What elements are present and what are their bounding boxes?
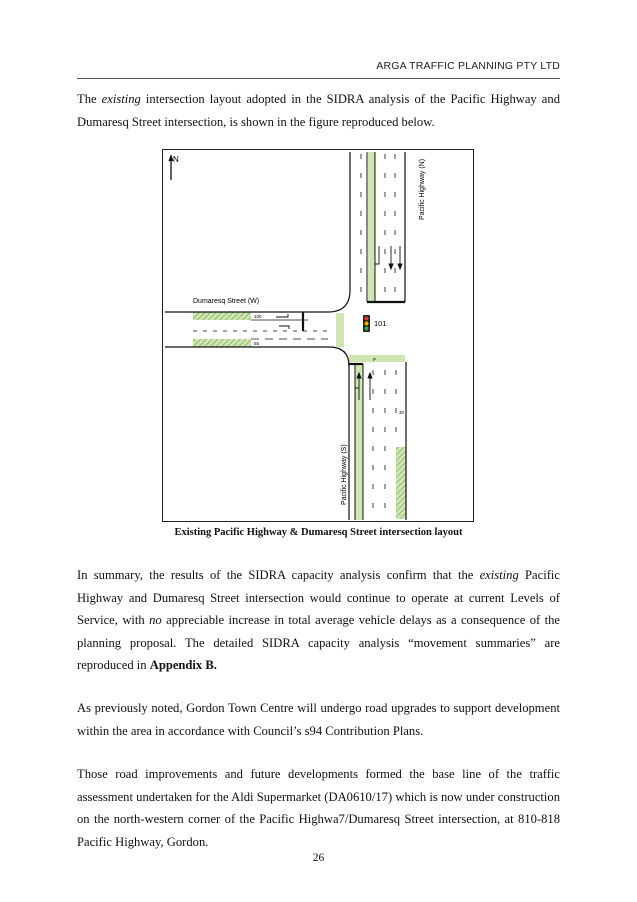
page-header [77,60,560,79]
south-crossing [349,355,405,362]
west-lane-arrows [276,314,289,329]
road-upgrades-paragraph: As previously noted, Gordon Town Centre will undergo road upgrades to support development within the area in accordance with Council’s s94 Contribution Plans. [77,701,560,738]
lane-55-label: 55 [254,341,260,346]
north-label: N [173,155,179,164]
intro-paragraph: The existing intersection layout adopted in the SIDRA analysis of the Pacific Highway and Dumaresq Street intersection, is shown in the figure reproduced below. [77,92,560,129]
appendix-b-reference: Appendix B. [149,658,217,672]
figure-caption: Existing Pacific Highway & Dumaresq Street intersection layout [174,527,463,538]
page-number: 26 [312,852,325,864]
west-hatched-median-bottom [193,339,251,347]
west-hatched-median-top [193,312,251,320]
north-median [368,152,375,302]
pacific-highway-south-label: Pacific Highway (S) [341,444,348,505]
aldi-paragraph: Those road improvements and future developments formed the base line of the traffic assessment undertaken for the Aldi Supermarket (DA0610/17) which is now under construction on the north-western corner of the Pacific Highwa7/Dumaresq Street intersection, at 810-818 Pacific Highway, Gordon. [77,767,560,849]
traffic-signal-icon [363,315,370,332]
intersection-figure [162,149,474,522]
lane-30-label: 30 [399,410,405,415]
summary-paragraph: In summary, the results of the SIDRA capacity analysis confirm that the existing Pacific Highway and Dumaresq Street intersection would continue to operate at current Levels of Service, with no appreciable increase in total average vehicle delays as a consequence of the planning proposal. The detailed SIDRA capacity analysis “movement summaries” are reproduced in Appendix B. [77,568,560,672]
west-crossing [336,313,344,347]
lane-p-label: P [373,357,377,362]
signal-id-label: 101 [374,319,387,328]
existing-emphasis-2: existing [479,568,519,582]
no-emphasis: no [149,613,162,627]
dumaresq-street-label: Dumaresq Street (W) [193,298,260,305]
north-lane-arrows [375,246,402,269]
intersection-diagram [163,150,473,521]
company-name: ARGA TRAFFIC PLANNING PTY LTD [376,60,560,72]
south-hatched-island [396,447,406,519]
pacific-highway-north-label: Pacific Highway (N) [419,158,426,220]
existing-emphasis: existing [101,92,141,106]
lane-100-label: 100 [254,314,262,319]
